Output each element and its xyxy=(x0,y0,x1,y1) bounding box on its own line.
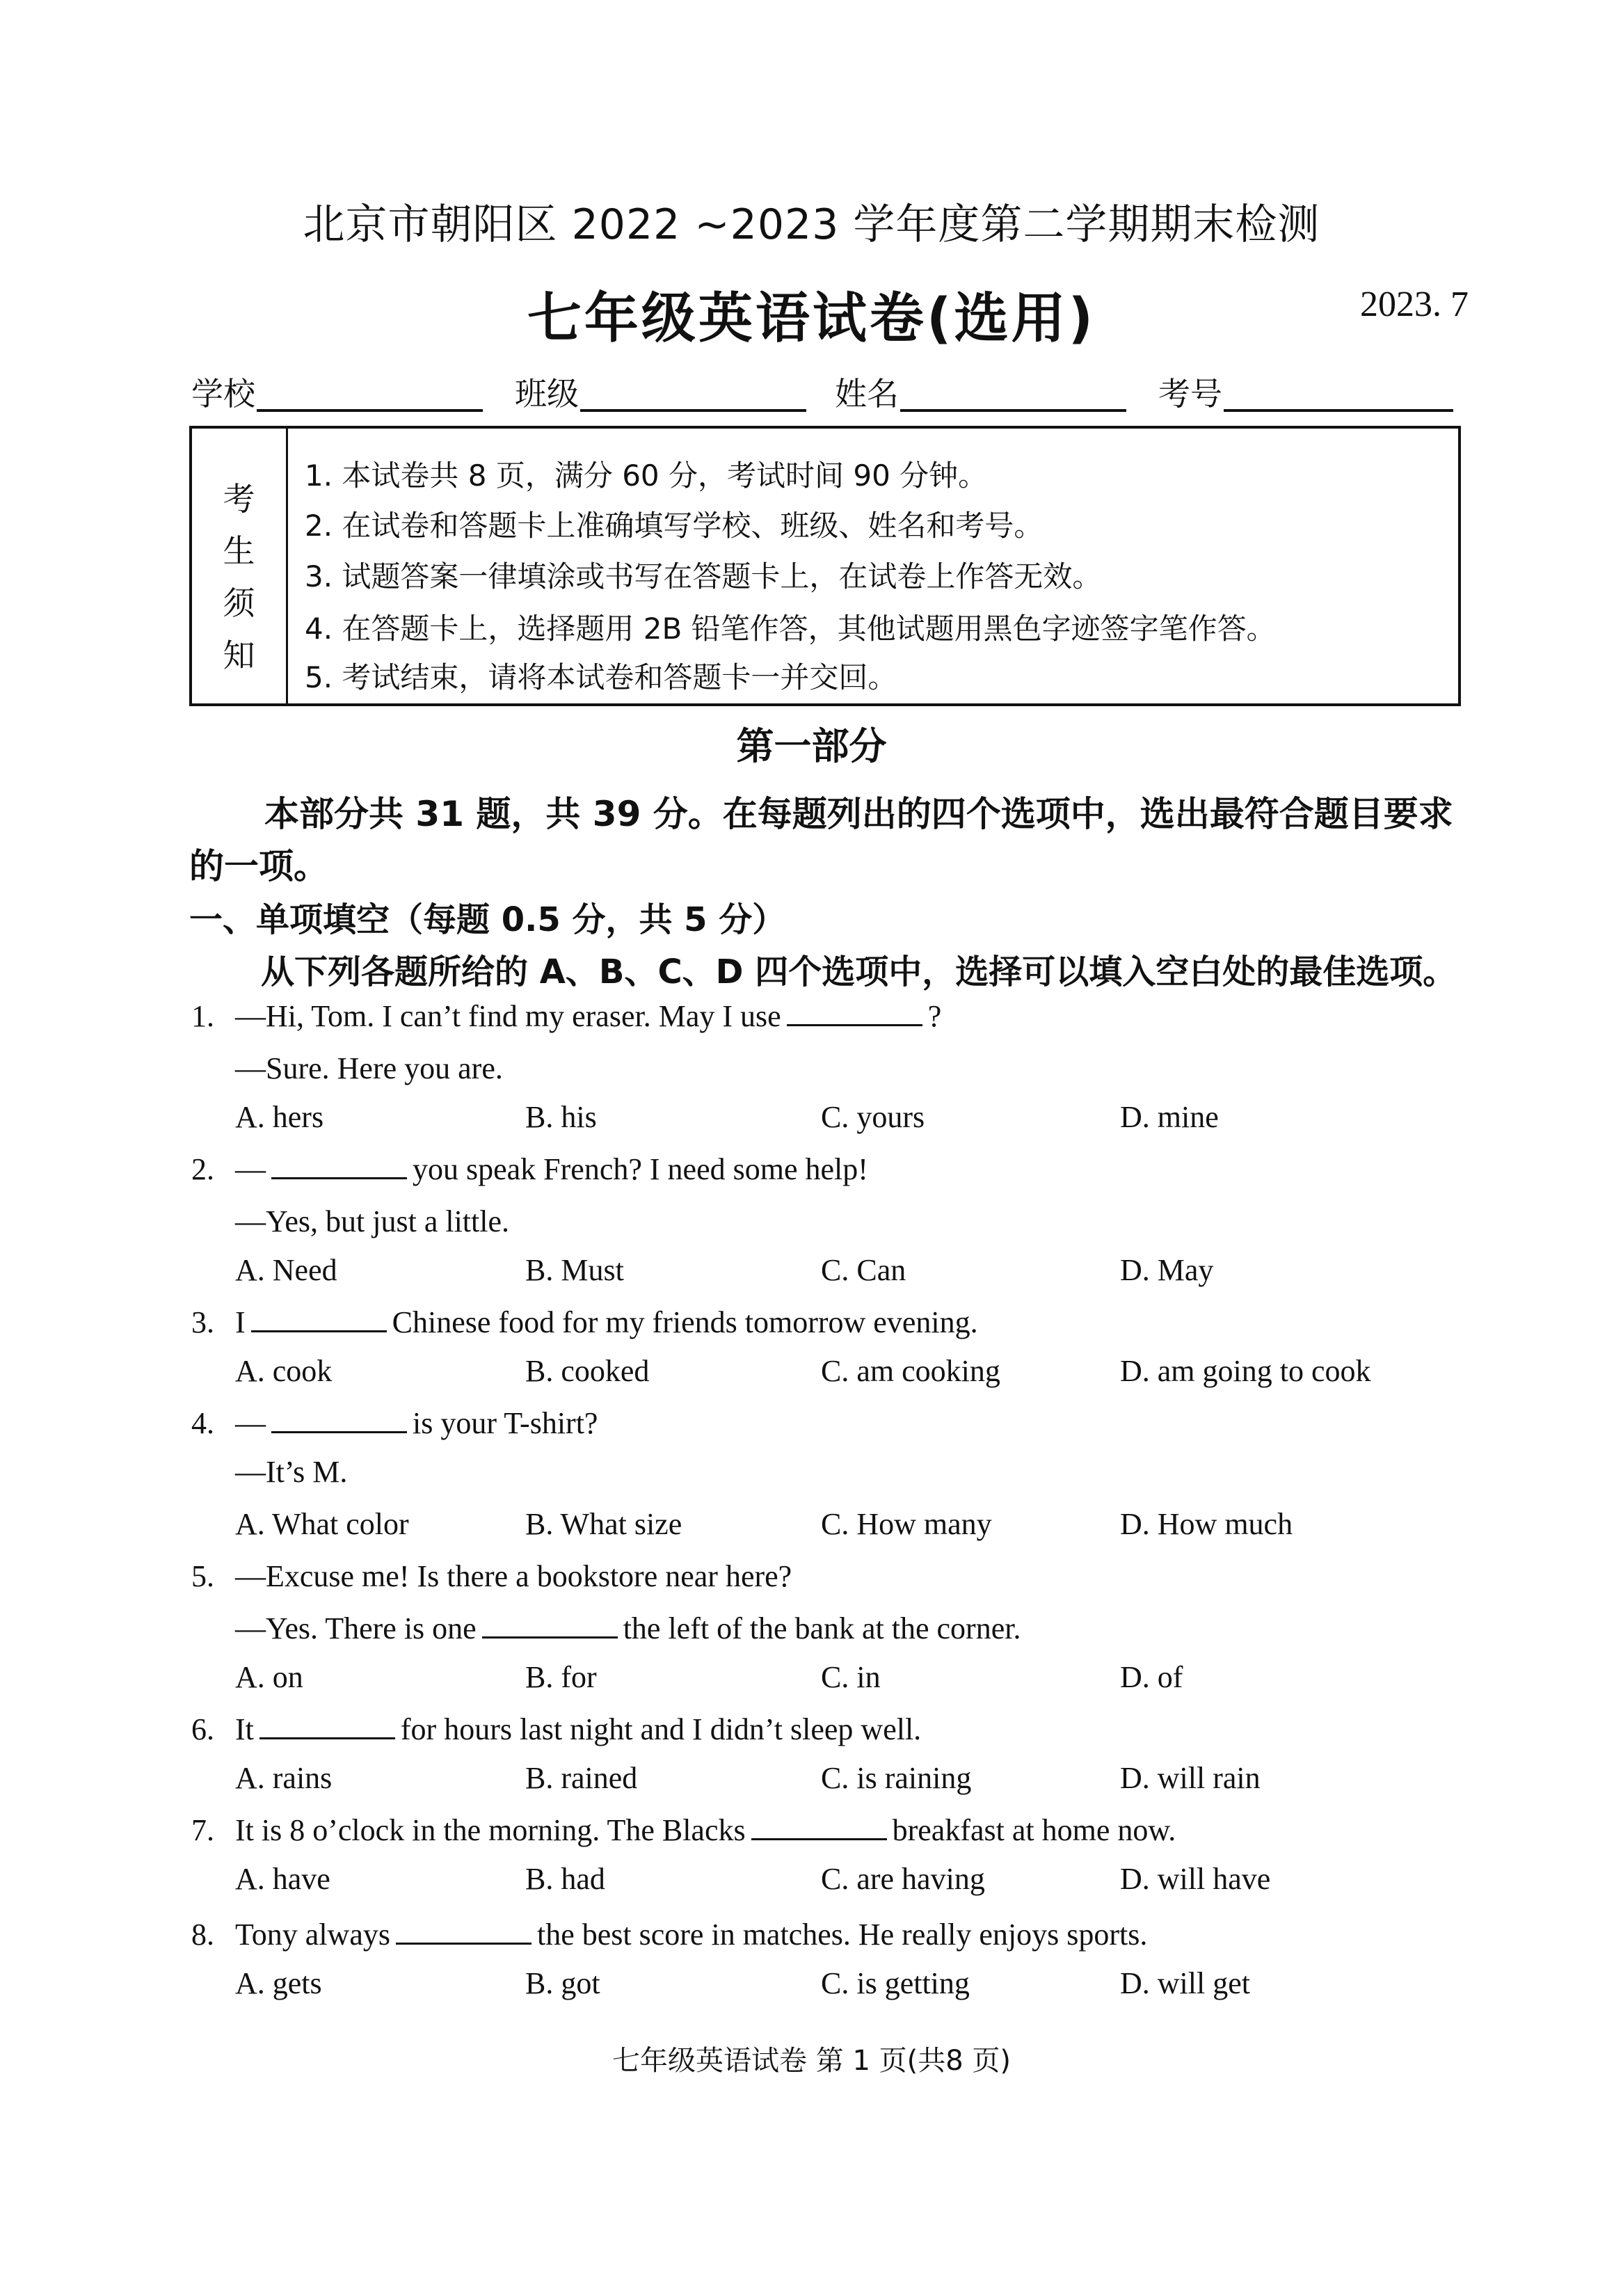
question-stem xyxy=(235,1558,792,1594)
exam-date: 2023. 7 xyxy=(1360,285,1469,324)
reply-text-after: the left of the bank at the corner. xyxy=(623,1611,1021,1645)
notice-item: 4. 在答题卡上，选择题用 2B 铅笔作答，其他试题用黑色字迹签字笔作答。 xyxy=(305,612,1276,646)
question-stem xyxy=(235,1405,598,1441)
answer-option[interactable]: A. What color xyxy=(235,1507,409,1541)
section-title: 一、单项填空（每题 0.5 分，共 5 分） xyxy=(189,900,786,939)
answer-option[interactable]: B. had xyxy=(525,1862,605,1896)
question-number: 4. xyxy=(191,1406,214,1440)
question-stem xyxy=(235,1305,978,1340)
answer-option[interactable]: C. is raining xyxy=(821,1761,972,1795)
question-text-before: —Excuse me! Is there a bookstore near here? xyxy=(235,1559,792,1593)
question-text-before: — xyxy=(235,1152,266,1186)
answer-option[interactable]: C. in xyxy=(821,1660,881,1694)
notice-side-char: 知 xyxy=(223,637,255,674)
class-label: 班级 xyxy=(515,375,579,413)
answer-option[interactable]: A. gets xyxy=(235,1966,322,2000)
answer-blank[interactable] xyxy=(787,1024,922,1026)
answer-option[interactable]: C. Can xyxy=(821,1253,906,1287)
answer-blank[interactable] xyxy=(271,1177,407,1179)
school-input-line[interactable] xyxy=(257,409,483,412)
answer-option[interactable]: A. on xyxy=(235,1660,303,1694)
notice-item: 5. 考试结束，请将本试卷和答题卡一并交回。 xyxy=(305,660,897,694)
notice-item: 1. 本试卷共 8 页，满分 60 分，考试时间 90 分钟。 xyxy=(305,459,988,493)
class-field[interactable] xyxy=(515,369,806,415)
notice-side-label xyxy=(192,429,288,703)
answer-option[interactable]: A. Need xyxy=(235,1253,337,1287)
answer-option[interactable]: D. am going to cook xyxy=(1120,1354,1371,1388)
question-text-before: I xyxy=(235,1305,246,1339)
question-number: 2. xyxy=(191,1152,214,1186)
question-reply xyxy=(235,1204,509,1239)
answer-option[interactable]: C. is getting xyxy=(821,1966,970,2000)
question-text-after: is your T-shirt? xyxy=(413,1406,598,1440)
question-number: 8. xyxy=(191,1918,214,1952)
question-text-after: ? xyxy=(927,999,942,1033)
exam-number-label: 考号 xyxy=(1158,375,1222,413)
answer-blank[interactable] xyxy=(271,1431,407,1433)
question-number: 6. xyxy=(191,1712,214,1746)
question-text-after: you speak French? I need some help! xyxy=(413,1152,868,1186)
reply-text: —Yes, but just a little. xyxy=(235,1204,510,1238)
name-field[interactable] xyxy=(835,369,1126,415)
question-number: 7. xyxy=(191,1813,214,1847)
question-text-after: breakfast at home now. xyxy=(892,1813,1176,1847)
question-stem xyxy=(235,1812,1176,1848)
answer-option[interactable]: B. his xyxy=(525,1100,597,1134)
question-number: 1. xyxy=(191,999,214,1033)
question-stem xyxy=(235,1151,868,1187)
question-text-before: —Hi, Tom. I can’t find my eraser. May I use xyxy=(235,999,781,1033)
answer-blank[interactable] xyxy=(251,1330,387,1332)
class-input-line[interactable] xyxy=(580,409,806,412)
question-reply xyxy=(235,1611,1021,1646)
answer-blank[interactable] xyxy=(396,1943,531,1945)
page-footer: 七年级英语试卷 第 1 页(共8 页) xyxy=(612,2045,1011,2077)
name-input-line[interactable] xyxy=(900,409,1126,412)
school-field[interactable] xyxy=(191,369,483,415)
question-text-before: It is 8 o’clock in the morning. The Blacks xyxy=(235,1813,746,1847)
answer-blank[interactable] xyxy=(482,1636,618,1639)
notice-side-char: 生 xyxy=(223,532,255,570)
answer-option[interactable]: D. May xyxy=(1120,1253,1214,1287)
question-stem xyxy=(235,1712,921,1747)
reply-text: —It’s M. xyxy=(235,1455,348,1489)
exam-notice-box xyxy=(189,426,1461,706)
answer-option[interactable]: A. rains xyxy=(235,1761,333,1795)
question-text-after: for hours last night and I didn’t sleep well. xyxy=(400,1712,922,1746)
question-stem xyxy=(235,998,941,1034)
question-stem xyxy=(235,1917,1147,1952)
answer-option[interactable]: A. cook xyxy=(235,1354,333,1388)
school-label: 学校 xyxy=(191,375,255,413)
answer-option[interactable]: C. yours xyxy=(821,1100,925,1134)
exam-number-field[interactable] xyxy=(1158,369,1453,415)
question-text-before: It xyxy=(235,1712,254,1746)
answer-option[interactable]: A. have xyxy=(235,1862,330,1896)
question-reply xyxy=(235,1051,503,1086)
answer-option[interactable]: B. cooked xyxy=(525,1354,650,1388)
reply-text-before: —Yes. There is one xyxy=(235,1611,477,1645)
answer-option[interactable]: B. for xyxy=(525,1660,597,1694)
question-number: 3. xyxy=(191,1305,214,1339)
answer-option[interactable]: D. of xyxy=(1120,1660,1183,1694)
notice-item: 2. 在试卷和答题卡上准确填写学校、班级、姓名和考号。 xyxy=(305,509,1044,543)
question-text-before: Tony always xyxy=(235,1918,390,1952)
exam-title-line2: 七年级英语试卷(选用) xyxy=(527,287,1096,350)
question-number: 5. xyxy=(191,1559,214,1593)
answer-option[interactable]: B. Must xyxy=(525,1253,624,1287)
answer-option[interactable]: D. will get xyxy=(1120,1966,1250,2000)
answer-option[interactable]: B. What size xyxy=(525,1507,682,1541)
answer-option[interactable]: C. am cooking xyxy=(821,1354,1000,1388)
answer-option[interactable]: D. will rain xyxy=(1120,1761,1261,1795)
notice-side-char: 须 xyxy=(223,584,255,622)
question-text-after: the best score in matches. He really enjoys sports. xyxy=(537,1918,1148,1952)
answer-option[interactable]: D. mine xyxy=(1120,1100,1219,1134)
answer-option[interactable]: C. How many xyxy=(821,1507,992,1541)
part-intro-line1: 本部分共 31 题，共 39 分。在每题列出的四个选项中，选出最符合题目要求 xyxy=(264,794,1453,834)
answer-blank[interactable] xyxy=(259,1737,395,1739)
answer-option[interactable]: D. will have xyxy=(1120,1862,1271,1896)
exam-title-line1: 北京市朝阳区 2022 ~2023 学年度第二学期期末检测 xyxy=(303,200,1320,249)
name-label: 姓名 xyxy=(835,375,899,413)
answer-option[interactable]: B. rained xyxy=(525,1761,638,1795)
part-intro-line2: 的一项。 xyxy=(189,846,328,886)
question-text-after: Chinese food for my friends tomorrow evening. xyxy=(392,1305,978,1339)
answer-option[interactable]: A. hers xyxy=(235,1100,324,1134)
notice-item: 3. 试题答案一律填涂或书写在答题卡上，在试卷上作答无效。 xyxy=(305,559,1102,593)
answer-blank[interactable] xyxy=(751,1838,887,1840)
exam-number-input-line[interactable] xyxy=(1224,409,1453,412)
section-instruction: 从下列各题所给的 A、B、C、D 四个选项中，选择可以填入空白处的最佳选项。 xyxy=(261,952,1457,991)
answer-option[interactable]: B. got xyxy=(525,1966,600,2000)
notice-side-char: 考 xyxy=(223,480,255,518)
answer-option[interactable]: D. How much xyxy=(1120,1507,1293,1541)
reply-text: —Sure. Here you are. xyxy=(235,1051,503,1085)
question-reply xyxy=(235,1454,347,1490)
question-text-before: — xyxy=(235,1406,266,1440)
answer-option[interactable]: C. are having xyxy=(821,1862,985,1896)
part-title: 第一部分 xyxy=(736,724,887,768)
